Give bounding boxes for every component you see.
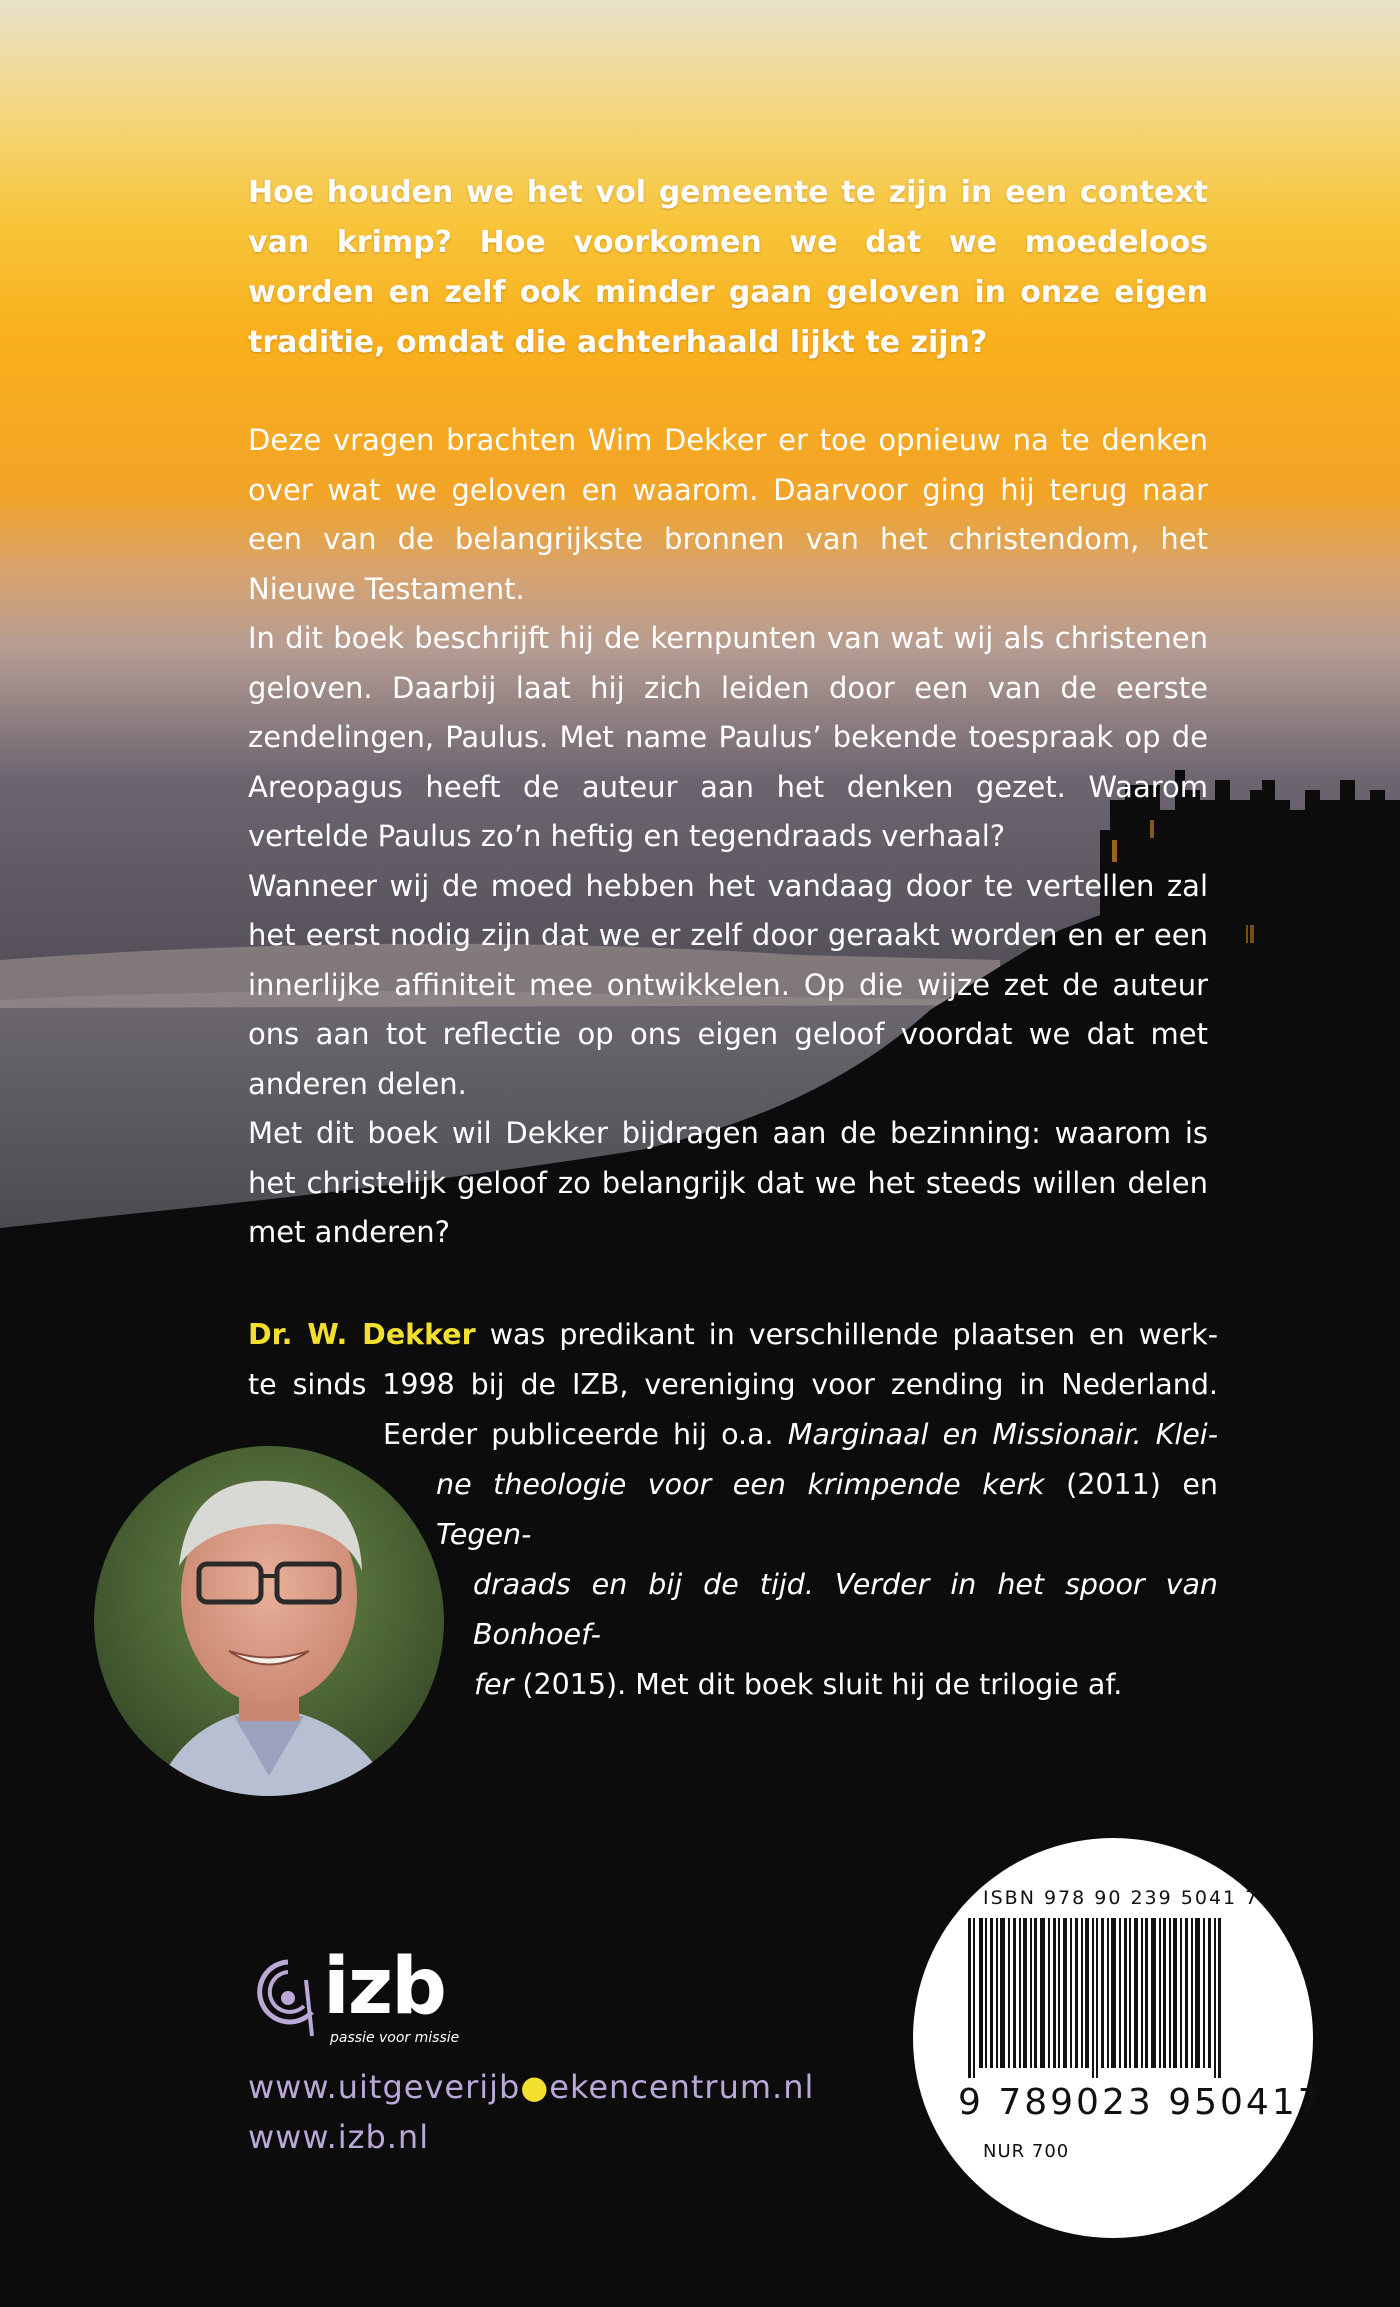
author-line-6: fer (2015). Met dit boek sluit hij de trilogie af. bbox=[474, 1668, 1123, 1701]
author-portrait bbox=[94, 1446, 444, 1796]
author-line-3: Eerder publiceerde hij o.a. Marginaal en Missionair. Klei- bbox=[383, 1418, 1218, 1451]
izb-logo-tagline: passie voor missie bbox=[330, 2030, 460, 2046]
description bbox=[248, 416, 1208, 1258]
barcode-icon bbox=[958, 1918, 1236, 2078]
author-line-2: te sinds 1998 bij de IZB, vereniging voor zending in Nederland. bbox=[248, 1368, 1218, 1401]
url-izb[interactable]: www.izb.nl bbox=[248, 2118, 430, 2156]
website-links bbox=[248, 2062, 814, 2162]
body-paragraph-4: Met dit boek wil Dekker bijdragen aan de bezinning: waarom is het christelijk geloof zo belangrijk dat we het steeds willen delen met anderen? bbox=[248, 1116, 1208, 1249]
izb-logo bbox=[248, 1942, 478, 2060]
barcode-number: 9 789023 950417 bbox=[958, 2082, 1324, 2123]
author-line-1: Dr. W. Dekker was predikant in verschillende plaatsen en werk- bbox=[248, 1318, 1218, 1351]
nur-code: NUR 700 bbox=[983, 2141, 1070, 2162]
author-name: Dr. W. Dekker bbox=[248, 1318, 476, 1351]
body-paragraph-3: Wanneer wij de moed hebben het vandaag door te vertellen zal het eerst nodig zijn dat we er zelf door geraakt worden en er een innerlijke affiniteit mee ontwikkelen. Op die wijze zet de auteur ons aan tot reflectie op ons eigen geloof voordat we dat met anderen delen. bbox=[248, 868, 1208, 1101]
yellow-dot-icon: ● bbox=[520, 2068, 550, 2106]
izb-logo-text: izb bbox=[323, 1942, 445, 2032]
url-boekencentrum[interactable]: www.uitgeverijb●ekencentrum.nl bbox=[248, 2068, 815, 2106]
izb-logo-mark-icon bbox=[248, 1950, 328, 2050]
body-paragraph-2: In dit boek beschrijft hij de kernpunten van wat wij als christenen geloven. Daarbij laat hij zich leiden door een van de eerste zendelingen, Paulus. Met name Paulus’ bekende toespraak op de Areopagus heeft de auteur aan het denken gezet. Waarom vertelde Paulus zo’n heftig en tegendraads verhaal? bbox=[248, 621, 1208, 853]
intro-text: Hoe houden we het vol gemeente te zijn in een context van krimp? Hoe voorkomen we dat we moedeloos worden en zelf ook minder gaan geloven in onze eigen traditie, omdat die achterhaald lijkt te zijn? bbox=[248, 175, 1208, 360]
body-paragraph-1: Deze vragen brachten Wim Dekker er toe opnieuw na te denken over wat we geloven en waarom. Daarvoor ging hij terug naar een van de belangrijkste bronnen van het christendom, het Nieuwe Testament. bbox=[248, 423, 1208, 606]
isbn-text: ISBN 978 90 239 5041 7 bbox=[983, 1887, 1260, 1909]
author-line-5: draads en bij de tijd. Verder in het spoor van Bonhoef- bbox=[473, 1568, 1218, 1651]
author-line-4: ne theologie voor een krimpende kerk (2011) en Tegen- bbox=[436, 1468, 1218, 1551]
intro-paragraph bbox=[248, 168, 1208, 368]
